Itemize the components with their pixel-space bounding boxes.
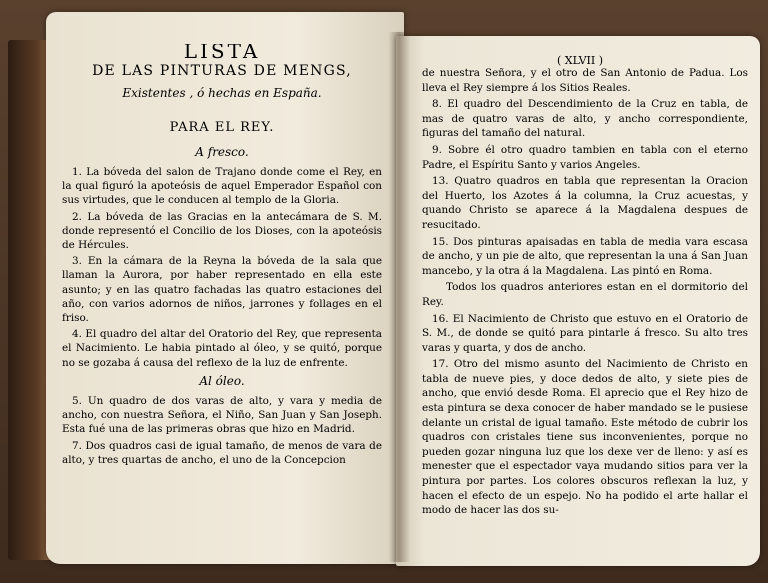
paragraph: 15. Dos pinturas apaisadas en tabla de media vara escasa de ancho, y un pie de alto, que representan la una á San Juan mancebo, y la otra á la Magdalena. Las pintó en Roma.: [422, 235, 748, 277]
paragraph: 2. La bóveda de las Gracias en la antecámara de S. M. donde representó el Concilio de los Dioses, con la apoteósis de Hércules.: [62, 210, 382, 252]
paragraph: 16. El Nacimiento de Christo que estuvo en el Oratorio de S. M., de donde se quitó para pintarle á fresco. Su alto tres varas y quarta, y dos de ancho.: [422, 312, 748, 354]
page-number: ( XLVII ): [556, 54, 604, 67]
paragraph: 1. La bóveda del salon de Trajano donde come el Rey, en la qual figuró la apoteósis de aquel Emperador Español con sus virtudes, que le conducen al templo de la Gloria.: [62, 166, 382, 207]
book-gutter: [388, 32, 410, 562]
paragraph: 3. En la cámara de la Reyna la bóveda de la sala que llaman la Aurora, por haber representado en ella este asunto; y en las quatro fachadas las quatro estaciones del año, con varios adornos de niños, jarrones y follages en el friso.: [62, 255, 382, 325]
paragraph: 7. Dos quadros casi de igual tamaño, de menos de vara de alto, y tres quartas de ancho, el uno de la Concepcion: [62, 439, 382, 466]
page-subtitle-italic: Existentes , ó hechas en España.: [122, 86, 322, 101]
paragraph: de nuestra Señora, y el otro de San Antonio de Padua. Los lleva el Rey siempre á los Sitios Reales.: [422, 67, 748, 94]
right-page-text: [422, 66, 748, 546]
paragraph: 8. El quadro del Descendimiento de la Cruz en tabla, de mas de quatro varas de alto, y ancho correspondiente, figuras del tamaño del natural.: [422, 98, 748, 140]
paragraph: 4. El quadro del altar del Oratorio del Rey, que representa el Nacimiento. Le habia pintado al óleo, y se quitó, porque no se gozaba á causa del reflexo de la luz de enfrente.: [62, 328, 382, 369]
paragraph: 17. Otro del mismo asunto del Nacimiento de Christo en tabla de nueve pies, y doce dedos de alto, y siete pies de ancho, que envió desde Roma. El aprecio que el Rey hizo de esta pintura se dexa conocer de haber mandado se le pusiese delante un cristal de igual tamaño. Este método de cubrir los quadros con cristales tiene sus inconvenientes, porque no pueden gozar ninguna luz que los dexe ver de lleno: y así es menester que el espectador vaya mudando sitios para ver la pintura por partes. Los colores obscuros reflexan la luz, y hacen el efecto de un espejo. No ha podido el arte hallar el modo de hacer las dos su-: [422, 358, 748, 517]
paragraph: 9. Sobre él otro quadro tambien en tabla con el eterno Padre, el Espíritu Santo y varios Angeles.: [422, 143, 748, 171]
left-page-text: [62, 44, 382, 534]
section-heading: PARA EL REY.: [169, 119, 275, 135]
page-subtitle: DE LAS PINTURAS DE MENGS,: [92, 63, 352, 80]
paragraph: Todos los quadros anteriores estan en el dormitorio del Rey.: [422, 281, 748, 308]
paragraph: 5. Un quadro de dos varas de alto, y vara y media de ancho, con nuestra Señora, el Niño, San Juan y San Joseph. Esta fué una de las primeras obras que hizo en Madrid.: [62, 395, 382, 436]
subsection-fresco: A fresco.: [195, 144, 249, 159]
subsection-oleo: Al óleo.: [199, 373, 245, 388]
paragraph: 13. Quatro quadros en tabla que representan la Oracion del Huerto, los Azotes á la columna, la Cruz acuestas, y quando Christo se aparece á la Magdalena despues de resucitado.: [422, 175, 748, 231]
page-title: LISTA: [183, 44, 261, 63]
